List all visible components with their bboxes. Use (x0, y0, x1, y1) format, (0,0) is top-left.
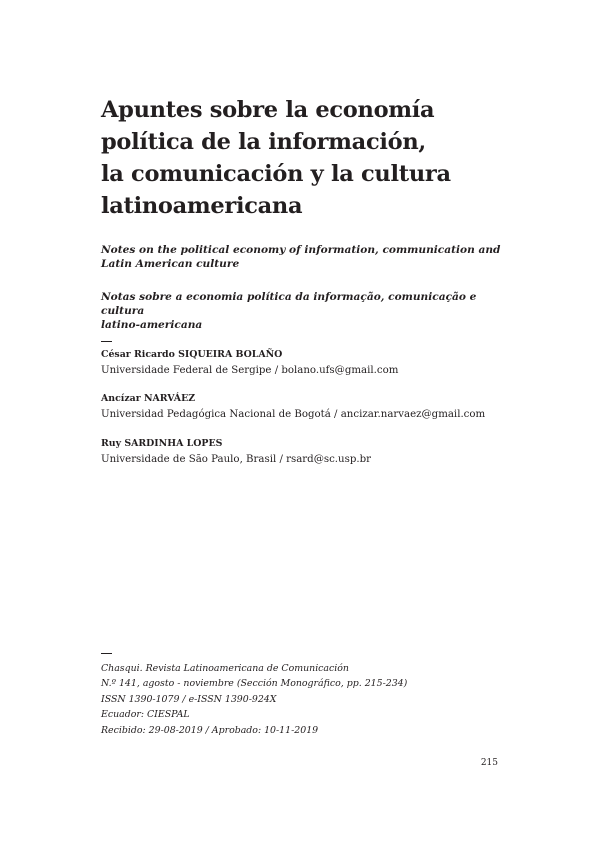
publication-info-line: Chasqui. Revista Latinoamericana de Comunicación (101, 663, 349, 674)
title-line: la comunicación y la cultura (101, 161, 451, 187)
author-affiliation: Universidade Federal de Sergipe / bolano.ufs@gmail.com (101, 365, 399, 376)
title-line: Apuntes sobre la economía (101, 97, 435, 123)
publication-info-line: ISSN 1390-1079 / e-ISSN 1390-924X (101, 693, 277, 705)
portuguese-title-line: latino-americana (101, 319, 203, 331)
publication-divider (101, 653, 112, 654)
author-block (101, 393, 541, 422)
author-name: Ruy SARDINHA LOPES (101, 438, 223, 449)
english-title-line: Notes on the political economy of information, communication and (101, 244, 501, 256)
title-line: latinoamericana (101, 193, 303, 219)
authors-divider (101, 341, 112, 342)
english-title (101, 243, 521, 271)
author-affiliation: Universidade de São Paulo, Brasil / rsard@sc.usp.br (101, 454, 371, 465)
author-name: César Ricardo SIQUEIRA BOLAÑO (101, 349, 283, 360)
portuguese-title-line: Notas sobre a economia política da informação, comunicação e cultura (101, 291, 477, 317)
author-affiliation: Universidad Pedagógica Nacional de Bogotá / ancizar.narvaez@gmail.com (101, 409, 486, 420)
page-number: 215 (480, 758, 498, 768)
publication-info-line: Recibido: 29-08-2019 / Aprobado: 10-11-2019 (101, 724, 319, 736)
publication-info-line: Ecuador: CIESPAL (101, 709, 190, 721)
article-title (101, 94, 521, 222)
author-block (101, 349, 541, 378)
title-line: política de la información, (101, 129, 426, 155)
portuguese-title (101, 290, 521, 332)
english-title-line: Latin American culture (101, 258, 240, 270)
author-block (101, 438, 541, 467)
author-name: Ancízar NARVÁEZ (101, 393, 196, 404)
publication-info-line: N.º 141, agosto - noviembre (Sección Monográfico, pp. 215-234) (101, 678, 408, 690)
publication-info (101, 661, 521, 738)
